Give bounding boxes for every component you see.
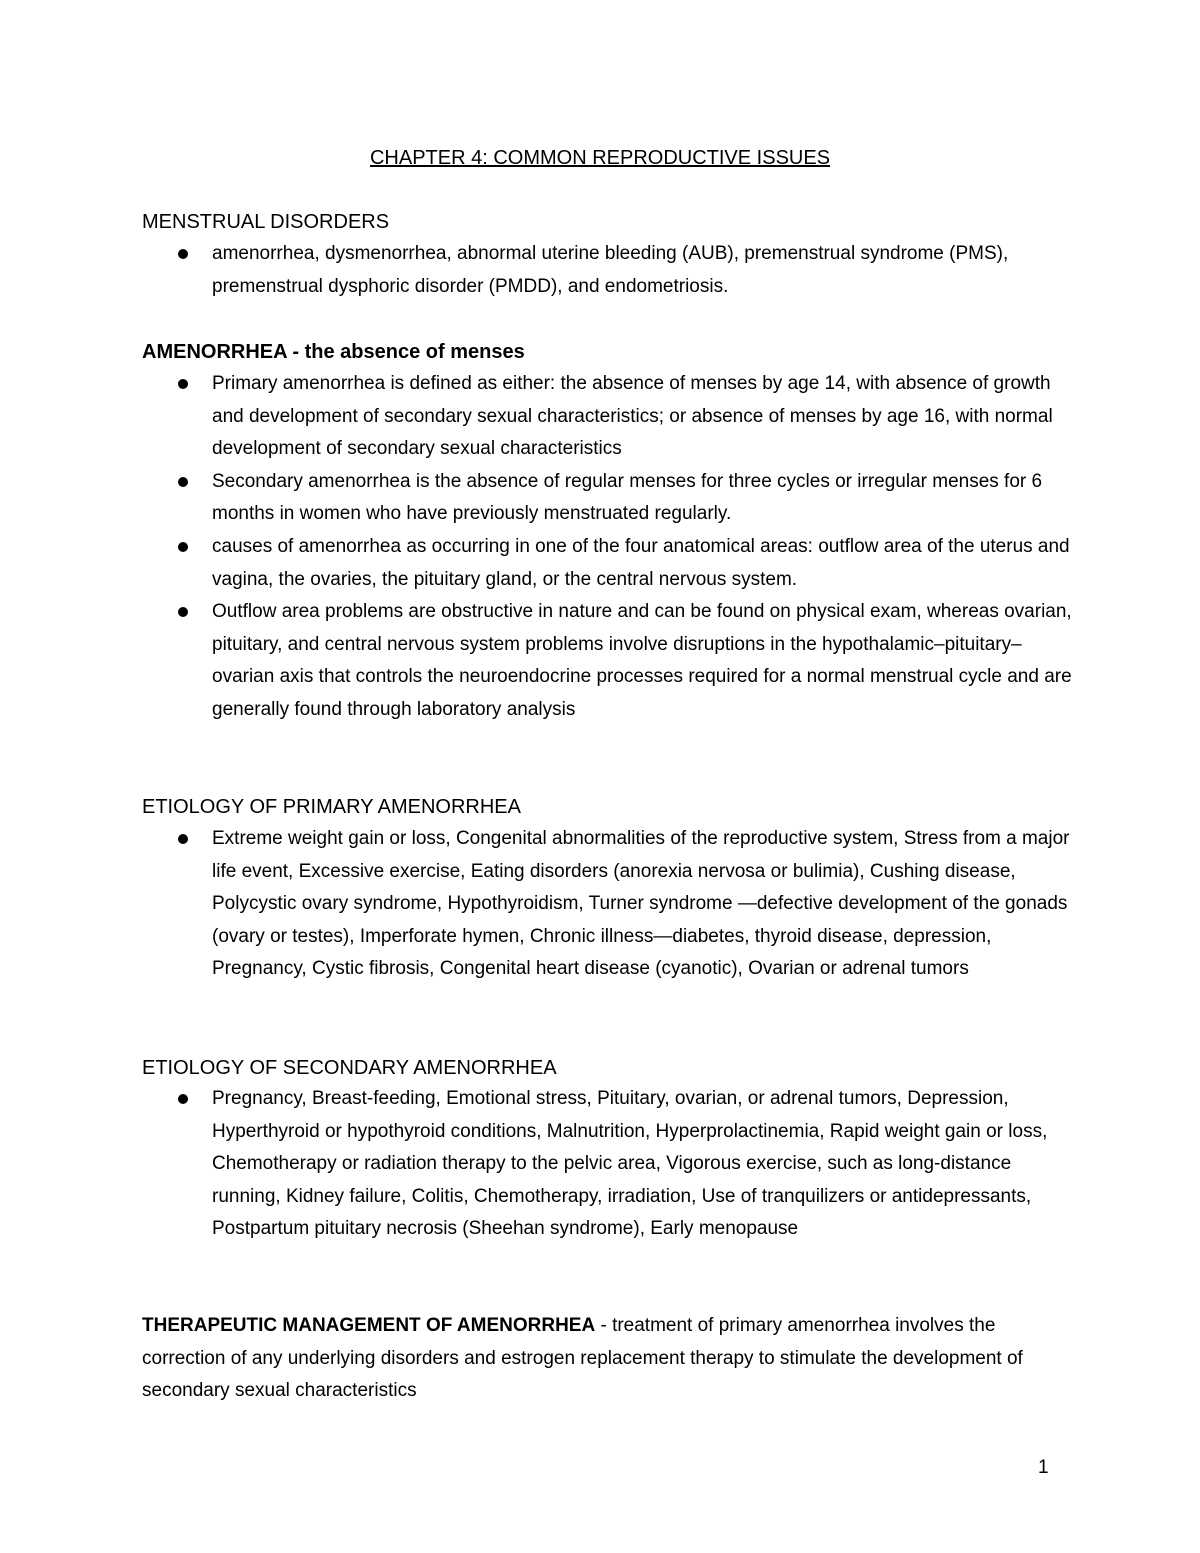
menstrual-disorders-list <box>212 238 1072 303</box>
list-item-text: Secondary amenorrhea is the absence of regular menses for three cycles or irregular menses for 6 months in women who have previously menstruated regularly. <box>212 470 1043 525</box>
chapter-title: CHAPTER 4: COMMON REPRODUCTIVE ISSUES <box>369 147 831 169</box>
list-item <box>212 368 1072 466</box>
bullet-icon <box>178 834 188 844</box>
list-item-text: Pregnancy, Breast-feeding, Emotional stress, Pituitary, ovarian, or adrenal tumors, Depression, Hyperthyroid or hypothyroid conditions, Malnutrition, Hyperprolactinemia, Rapid weight gain or loss, Chemotherapy or radiation therapy to the pelvic area, Vigorous exercise, such as long-distance running, Kidney failure, Colitis, Chemotherapy, irradiation, Use of tranquilizers or antidepressants, Postpartum pituitary necrosis (Sheehan syndrome), Early menopause <box>212 1088 1048 1240</box>
bullet-icon <box>178 607 188 617</box>
therapeutic-management-paragraph <box>142 1310 1052 1408</box>
menstrual-disorders-heading-text: MENSTRUAL DISORDERS <box>142 211 390 233</box>
amenorrhea-heading <box>142 337 525 367</box>
list-item-text: causes of amenorrhea as occurring in one of the four anatomical areas: outflow area of the uterus and vagina, the ovaries, the pituitary gland, or the central nervous system. <box>212 535 1070 590</box>
bullet-icon <box>178 477 188 487</box>
list-item-text: Extreme weight gain or loss, Congenital abnormalities of the reproductive system, Stress from a major life event, Excessive exercise, Eating disorders (anorexia nervosa or bulimia), Cushing disease, Polycystic ovary syndrome, Hypothyroidism, Turner syndrome —defective development of the gonads (ovary or testes), Imperforate hymen, Chronic illness—diabetes, thyroid disease, depression, Pregnancy, Cystic fibrosis, Congenital heart disease (cyanotic), Ovarian or adrenal tumors <box>212 828 1070 980</box>
list-item-text: Primary amenorrhea is defined as either: the absence of menses by age 14, with absence of growth and development of secondary sexual characteristics; or absence of menses by age 16, with normal development of secondary sexual characteristics <box>212 373 1053 460</box>
therapeutic-management-heading: THERAPEUTIC MANAGEMENT OF AMENORRHEA <box>142 1315 596 1336</box>
amenorrhea-list <box>212 368 1072 727</box>
etiology-primary-heading-text: ETIOLOGY OF PRIMARY AMENORRHEA <box>142 796 521 818</box>
list-item <box>212 531 1072 596</box>
menstrual-disorders-heading <box>142 207 389 237</box>
etiology-primary-list <box>212 823 1072 986</box>
list-item <box>212 466 1072 531</box>
bullet-icon <box>178 542 188 552</box>
etiology-primary-heading <box>142 792 521 822</box>
bullet-icon <box>178 1094 188 1104</box>
bullet-icon <box>178 249 188 259</box>
page-number: 1 <box>1038 1457 1049 1478</box>
etiology-secondary-list <box>212 1083 1072 1246</box>
list-item <box>212 596 1072 726</box>
amenorrhea-heading-text: AMENORRHEA <box>142 341 287 363</box>
list-item-text: amenorrhea, dysmenorrhea, abnormal uterine bleeding (AUB), premenstrual syndrome (PMS), premenstrual dysphoric disorder (PMDD), and endometriosis. <box>212 243 1009 297</box>
list-item <box>212 823 1072 986</box>
list-item-text: Outflow area problems are obstructive in nature and can be found on physical exam, whereas ovarian, pituitary, and central nervous system problems involve disruptions in the hypothalamic–pituitary–ovarian axis that controls the neuroendocrine processes required for a normal menstrual cycle and are generally found through laboratory analysis <box>212 601 1072 720</box>
etiology-secondary-heading-text: ETIOLOGY OF SECONDARY AMENORRHEA <box>142 1057 557 1079</box>
etiology-secondary-heading <box>142 1053 557 1083</box>
bullet-icon <box>178 379 188 389</box>
therapeutic-management-text: - treatment of primary amenorrhea involves the correction of any underlying disorders and estrogen replacement therapy to stimulate the development of secondary sexual characteristics <box>142 1315 1023 1402</box>
list-item <box>212 238 1072 303</box>
list-item <box>212 1083 1072 1246</box>
amenorrhea-heading-suffix: - the absence of menses <box>286 341 525 363</box>
